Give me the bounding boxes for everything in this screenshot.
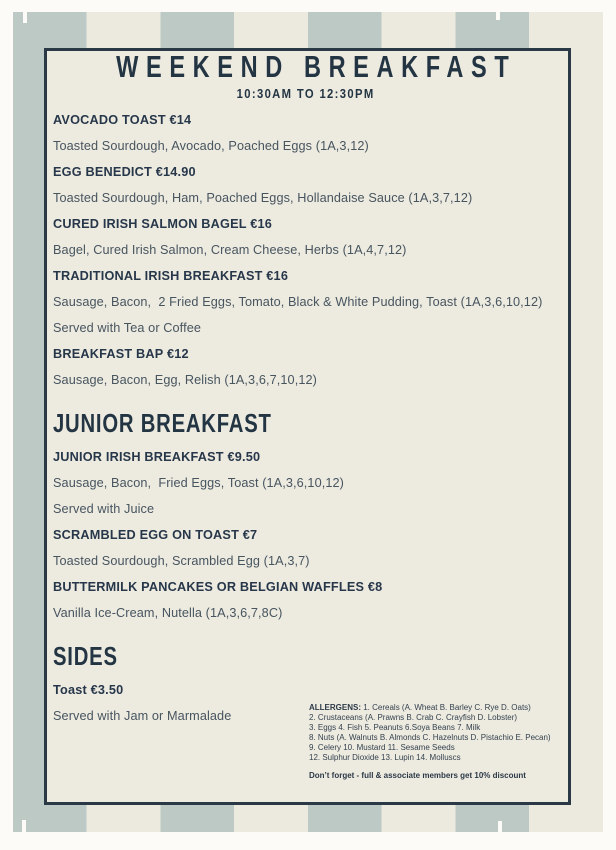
allergen-line-text: 9. Celery 10. Mustard 11. Sesame Seeds bbox=[309, 742, 455, 752]
allergen-line-text: 2. Crustaceans (A. Prawns B. Crab C. Crayfish D. Lobster) bbox=[309, 712, 518, 722]
allergen-line-text: 12. Sulphur Dioxide 13. Lupin 14. Molluscs bbox=[309, 752, 461, 762]
menu-sections bbox=[53, 113, 558, 723]
edge-notch bbox=[23, 12, 27, 23]
allergen-line bbox=[309, 753, 559, 763]
allergen-line bbox=[309, 703, 559, 713]
allergen-line-text: 3. Eggs 4. Fish 5. Peanuts 6.Soya Beans 7. Milk bbox=[309, 722, 481, 732]
menu-title bbox=[53, 51, 558, 82]
menu-item-description: Sausage, Bacon, Fried Eggs, Toast (1A,3,6,10,12) bbox=[53, 476, 345, 490]
menu-item-description: Toasted Sourdough, Avocado, Poached Eggs (1A,3,12) bbox=[53, 139, 369, 153]
allergen-lines bbox=[309, 703, 559, 762]
menu-hours bbox=[53, 87, 558, 101]
section-heading bbox=[53, 643, 558, 671]
menu-item-title: EGG BENEDICT €14.90 bbox=[53, 165, 196, 179]
menu-item-title: TRADITIONAL IRISH BREAKFAST €16 bbox=[53, 269, 289, 283]
allergen-line bbox=[309, 733, 559, 743]
menu-card bbox=[44, 48, 571, 805]
allergen-line bbox=[309, 713, 559, 723]
allergen-line-text: 1. Cereals (A. Wheat B. Barley C. Rye D. Oats) bbox=[363, 703, 531, 712]
section-heading bbox=[53, 410, 558, 438]
menu-item-description: Served with Tea or Coffee bbox=[53, 321, 202, 335]
edge-notch bbox=[496, 12, 500, 20]
menu-item-description: Toasted Sourdough, Scrambled Egg (1A,3,7) bbox=[53, 554, 310, 568]
section-heading-text: SIDES bbox=[53, 641, 118, 671]
menu-item-description: Sausage, Bacon, 2 Fried Eggs, Tomato, Black & White Pudding, Toast (1A,3,6,10,12) bbox=[53, 295, 543, 309]
allergen-line-text: 8. Nuts (A. Walnuts B. Almonds C. Hazelnuts D. Pistachio E. Pecan) bbox=[309, 732, 551, 742]
menu-item-title: BREAKFAST BAP €12 bbox=[53, 347, 189, 361]
menu-item-description: Bagel, Cured Irish Salmon, Cream Cheese, Herbs (1A,4,7,12) bbox=[53, 243, 407, 257]
menu-item-description: Sausage, Bacon, Egg, Relish (1A,3,6,7,10,12) bbox=[53, 373, 317, 387]
menu-item-title: SCRAMBLED EGG ON TOAST €7 bbox=[53, 528, 258, 542]
edge-notch bbox=[498, 821, 502, 832]
allergens-note bbox=[309, 703, 559, 781]
menu-item-description: Served with Jam or Marmalade bbox=[53, 709, 232, 723]
menu-item-description: Vanilla Ice-Cream, Nutella (1A,3,6,7,8C) bbox=[53, 606, 283, 620]
menu-title-text: WEEKEND BREAKFAST bbox=[116, 49, 517, 84]
allergens-label: ALLERGENS: bbox=[309, 703, 361, 712]
edge-notch bbox=[22, 820, 26, 832]
menu-item-title: JUNIOR IRISH BREAKFAST €9.50 bbox=[53, 450, 261, 464]
menu-item-title: Toast €3.50 bbox=[53, 683, 124, 697]
menu-item-title: BUTTERMILK PANCAKES OR BELGIAN WAFFLES €8 bbox=[53, 580, 383, 594]
menu-item-description: Served with Juice bbox=[53, 502, 155, 516]
section-heading-text: JUNIOR BREAKFAST bbox=[53, 408, 272, 438]
allergen-line bbox=[309, 743, 559, 753]
menu-item-description: Toasted Sourdough, Ham, Poached Eggs, Hollandaise Sauce (1A,3,7,12) bbox=[53, 191, 473, 205]
menu-item-title: AVOCADO TOAST €14 bbox=[53, 113, 192, 127]
discount-note: Don’t forget - full & associate members get 10% discount bbox=[309, 771, 526, 781]
allergen-line bbox=[309, 723, 559, 733]
menu-hours-text: 10:30AM TO 12:30PM bbox=[236, 87, 375, 101]
menu-item-title: CURED IRISH SALMON BAGEL €16 bbox=[53, 217, 272, 231]
